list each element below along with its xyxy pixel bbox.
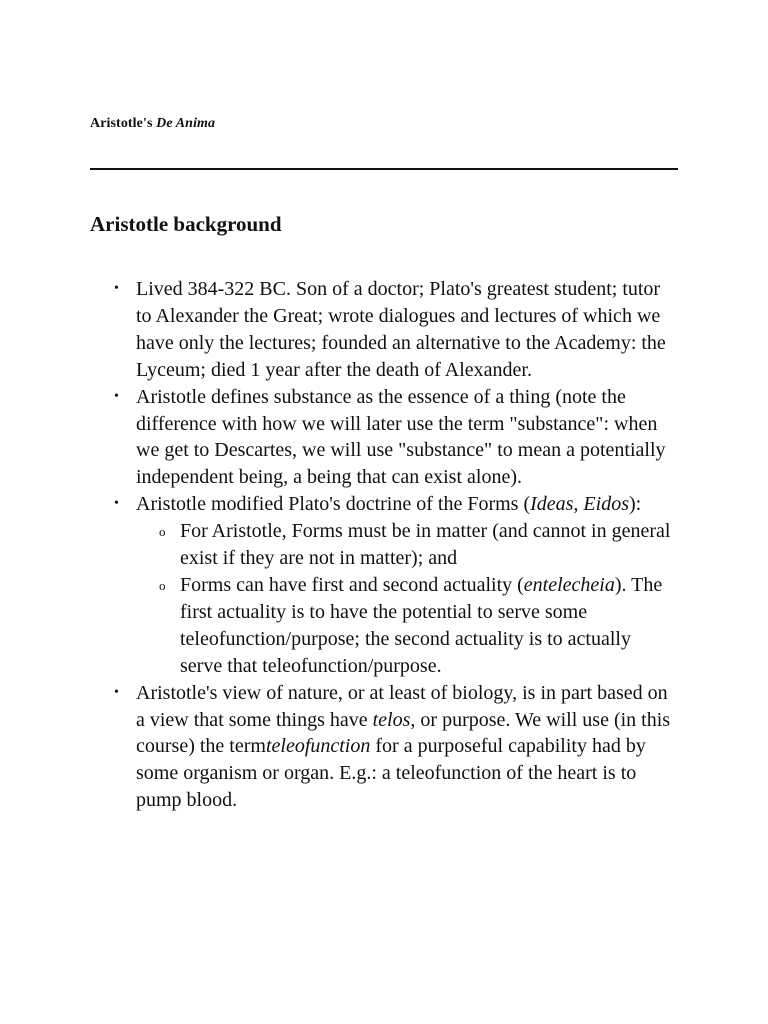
sub-bullet-item-matter bbox=[180, 518, 676, 572]
bullet-text: Aristotle's view of nature, or at least of biology, is in part based on a view that some things have bbox=[136, 681, 668, 731]
sub-bullet-italic-term: entelecheia bbox=[523, 573, 615, 596]
sub-bullet-item-actuality bbox=[180, 572, 676, 680]
horizontal-rule bbox=[90, 168, 678, 170]
bullet-text: , or purpose. We will use (in this course) the term bbox=[136, 708, 671, 758]
document-title-prefix: Aristotle's bbox=[90, 116, 157, 131]
sub-bullet-text: ). The first actuality is to have the potential to serve some teleofunction/purpose; the second actuality is to actually serve that teleofunction/purpose. bbox=[180, 573, 663, 677]
bullet-item-substance bbox=[136, 384, 676, 492]
bullet-text: Lived 384-322 BC. Son of a doctor; Plato's greatest student; tutor to Alexander the Great; wrote dialogues and lectures of which we have only the lectures; founded an alternative to the Academy: the Lyceum; died 1 year after the death of Alexander. bbox=[136, 278, 666, 381]
bullet-item-nature bbox=[136, 680, 676, 815]
bullet-text: Aristotle defines substance as the essence of a thing (note the difference with how we will later use the term "substance": when we get to Descartes, we will use "substance" to mean a potentially independent being, a being that can exist alone). bbox=[136, 385, 666, 489]
bullet-item-life bbox=[136, 276, 676, 384]
bullet-text: Aristotle modified Plato's doctrine of the Forms ( bbox=[136, 493, 531, 516]
document-title bbox=[90, 116, 215, 132]
sub-bullet-text: Forms can have first and second actuality ( bbox=[180, 573, 524, 596]
bullet-list bbox=[136, 276, 676, 814]
sub-bullet-list bbox=[136, 518, 676, 679]
sub-bullet-text: For Aristotle, Forms must be in matter (and cannot in general exist if they are not in matter); and bbox=[180, 520, 671, 570]
bullet-italic-term: teleofunction bbox=[265, 735, 371, 758]
bullet-item-forms bbox=[136, 491, 676, 679]
bullet-text: ): bbox=[629, 493, 642, 516]
bullet-italic-term: Ideas, Eidos bbox=[530, 493, 629, 516]
bullet-text: for a purposeful capability had by some organism or organ. E.g.: a teleofunction of the heart is to pump blood. bbox=[136, 735, 646, 812]
section-heading: Aristotle background bbox=[90, 212, 282, 236]
main-content bbox=[136, 276, 676, 814]
bullet-italic-term: telos bbox=[372, 708, 411, 731]
document-title-italic: De Anima bbox=[156, 116, 216, 131]
